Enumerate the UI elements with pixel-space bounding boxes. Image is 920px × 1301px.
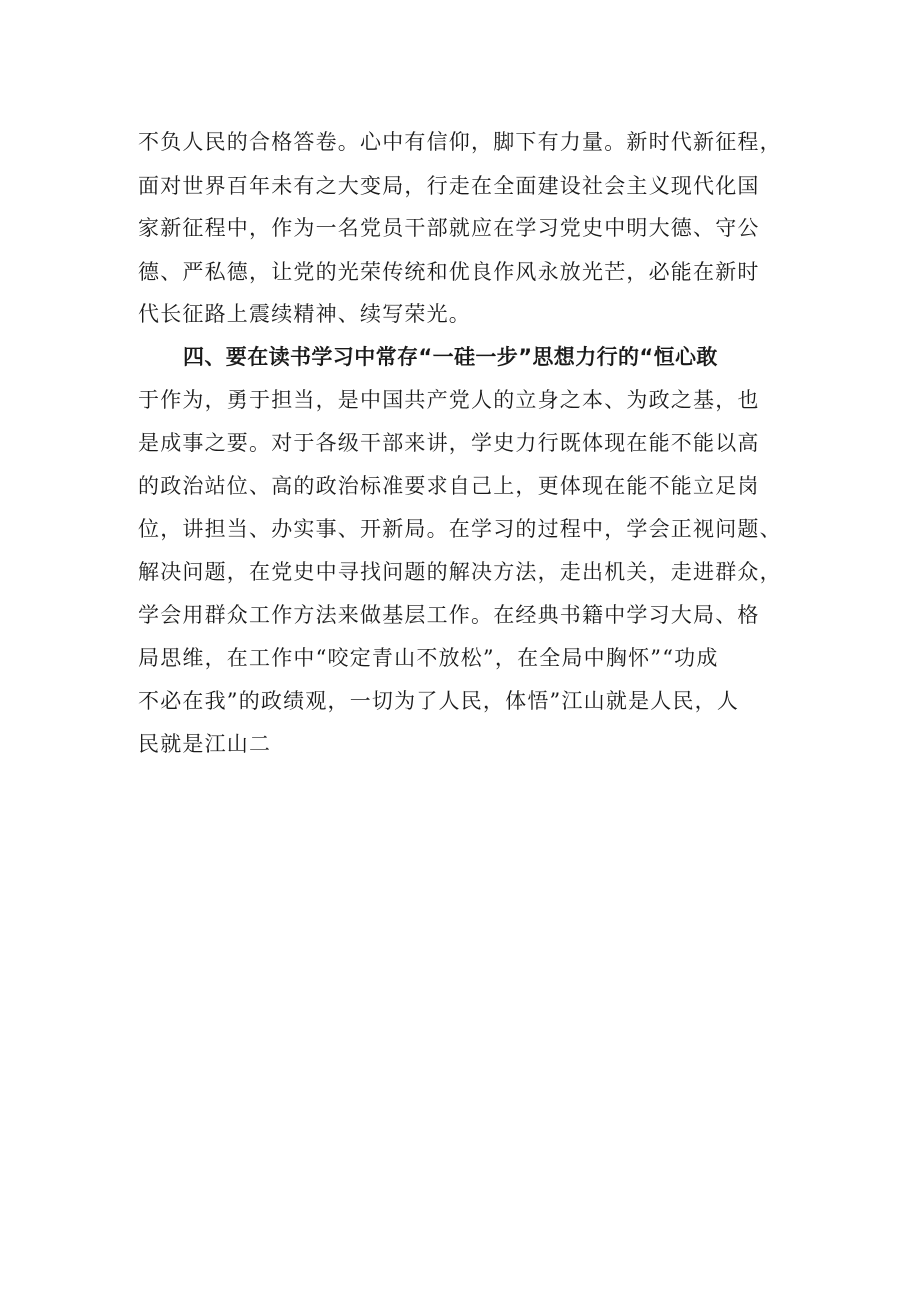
body-text-line: 家新征程中，作为一名党员干部就应在学习党史中明大德、守公 [138,216,760,240]
body-text-line: 位，讲担当、办实事、开新局。在学习的过程中，学会正视问题、 [138,517,782,541]
body-text-line: 局思维，在工作中“咬定青山不放松”，在全局中胸怀”“功成 [138,646,719,670]
body-text-line: 的政治站位、高的政治标准要求自己上，更体现在能不能立足岗 [138,474,760,498]
body-text-line: 民就是江山二 [138,732,272,756]
body-text-line: 不负人民的合格答卷。心中有信仰，脚下有力量。新时代新征程， [138,130,782,154]
body-text-line: 解决问题，在党史中寻找问题的解决方法，走出机关，走进群众， [138,560,782,584]
body-text-line: 是成事之要。对于各级干部来讲，学史力行既体现在能不能以高 [138,431,760,455]
body-text-line: 不必在我”的政绩观，一切为了人民，体悟”江山就是人民，人 [138,689,740,713]
body-text-line: 代长征路上震续精神、续写荣光。 [138,302,471,326]
body-text-line: 面对世界百年未有之大变局，行走在全面建设社会主义现代化国 [138,174,760,198]
section-heading: 四、要在读书学习中常存“一硅一步”思想力行的“恒心敢 [183,345,718,369]
body-text-line: 德、严私德，让党的光荣传统和优良作风永放光芒，必能在新时 [138,260,760,284]
body-text-line: 于作为，勇于担当，是中国共产党人的立身之本、为政之基，也 [138,388,760,412]
body-text-line: 学会用群众工作方法来做基层工作。在经典书籍中学习大局、格 [138,603,760,627]
